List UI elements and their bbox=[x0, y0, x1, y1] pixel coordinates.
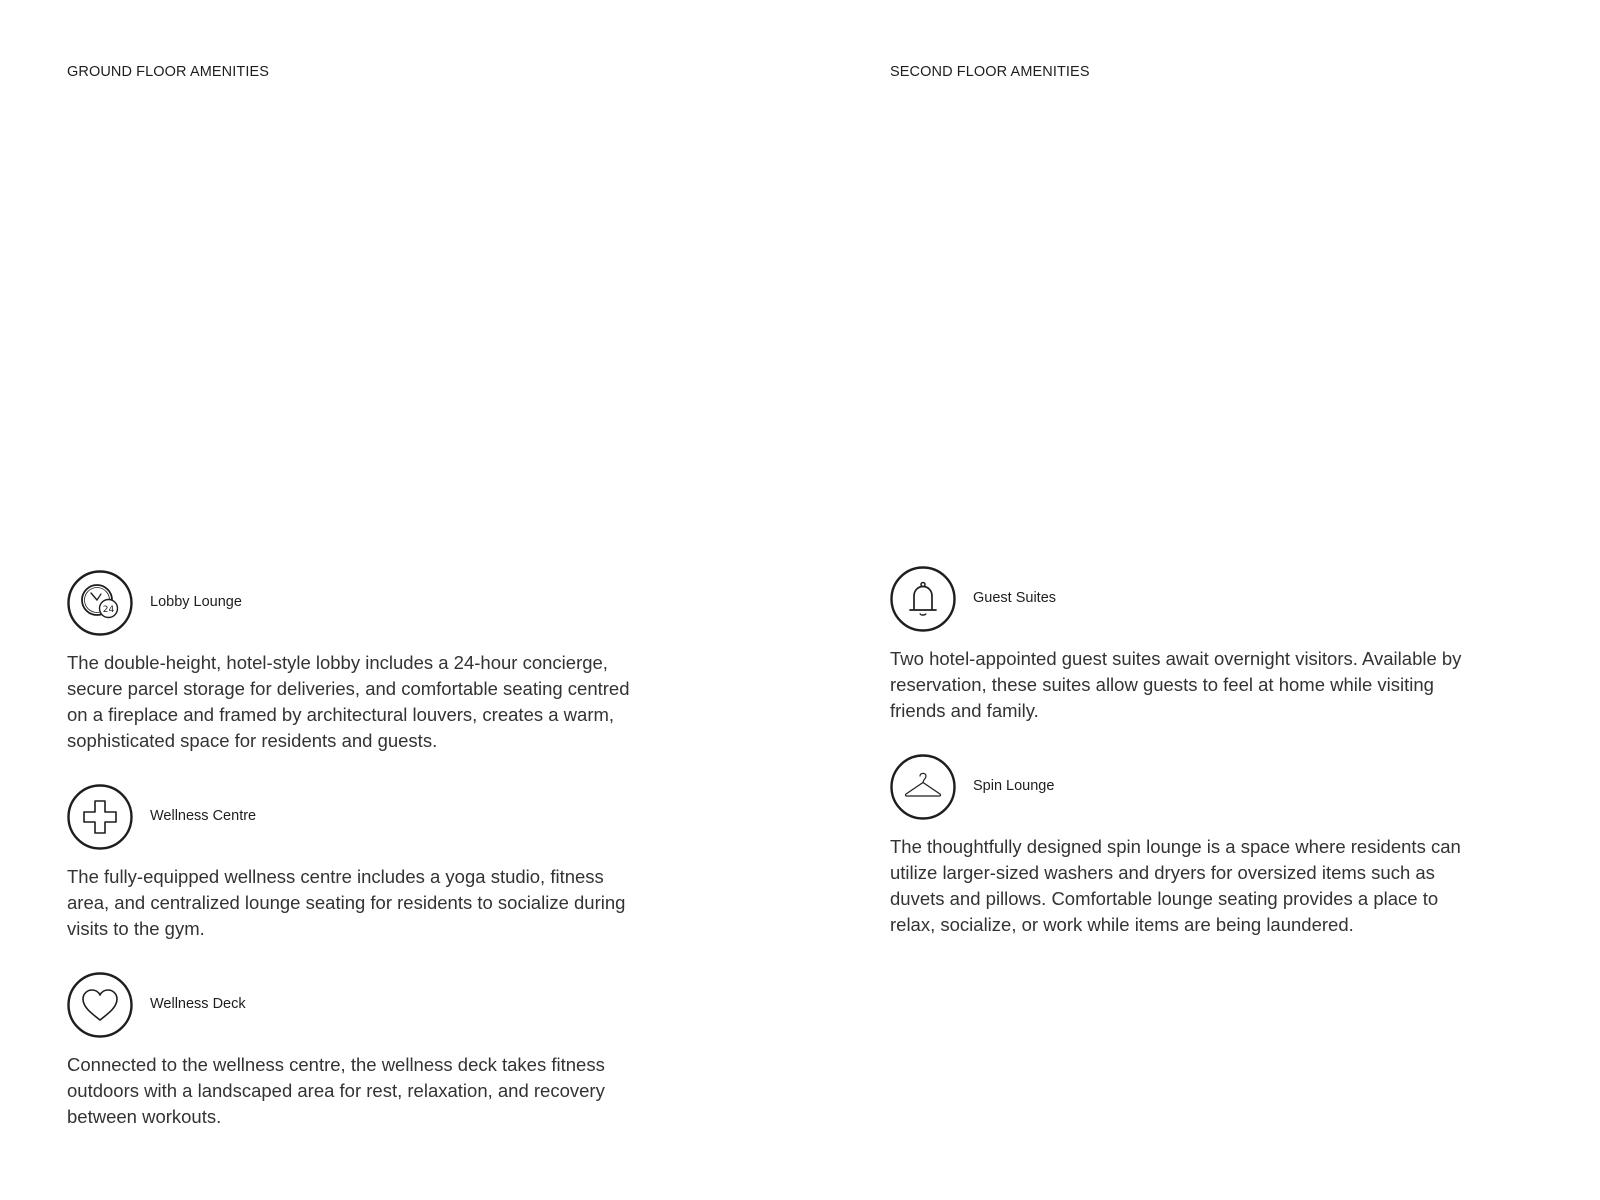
amenity-description: The double-height, hotel-style lobby includes a 24-hour concierge, secure parcel storage for deliveries, and comfortable seating centred on a fireplace and framed by architectural louvers, creates a warm, sophisticated space for residents and guests. bbox=[67, 652, 630, 751]
amenity-header bbox=[890, 754, 1490, 820]
amenity-description: The thoughtfully designed spin lounge is a space where residents can utilize larger-sized washers and dryers for oversized items such as duvets and pillows. Comfortable lounge seating provides a place to relax, socialize, or work while items are being laundered. bbox=[890, 836, 1461, 935]
amenity-lobby-lounge bbox=[67, 570, 647, 751]
bell-icon bbox=[890, 566, 956, 632]
amenity-wellness-deck bbox=[67, 972, 647, 1127]
amenity-title: Wellness Centre bbox=[150, 808, 257, 824]
amenity-title: Guest Suites bbox=[973, 590, 1057, 606]
plus-cross-icon bbox=[67, 784, 133, 850]
amenity-header bbox=[67, 570, 647, 636]
clock-24-icon bbox=[67, 570, 133, 636]
amenity-description: Two hotel-appointed guest suites await overnight visitors. Available by reservation, these suites allow guests to feel at home while visiting friends and family. bbox=[890, 648, 1462, 721]
amenity-title: Spin Lounge bbox=[973, 778, 1055, 794]
amenity-header bbox=[67, 784, 647, 850]
amenity-wellness-centre bbox=[67, 784, 647, 939]
second-floor-heading: SECOND FLOOR AMENITIES bbox=[890, 64, 1090, 80]
amenity-description: The fully-equipped wellness centre includes a yoga studio, fitness area, and centralized lounge seating for residents to socialize during visits to the gym. bbox=[67, 866, 626, 939]
amenity-description: Connected to the wellness centre, the wellness deck takes fitness outdoors with a landscaped area for rest, relaxation, and recovery between workouts. bbox=[67, 1054, 605, 1127]
amenity-title: Wellness Deck bbox=[150, 996, 246, 1012]
amenity-header bbox=[67, 972, 647, 1038]
amenity-guest-suites bbox=[890, 566, 1490, 721]
ground-floor-heading: GROUND FLOOR AMENITIES bbox=[67, 64, 269, 80]
hanger-icon bbox=[890, 754, 956, 820]
amenity-header bbox=[890, 566, 1490, 632]
amenity-title: Lobby Lounge bbox=[150, 594, 242, 610]
svg-text:24: 24 bbox=[102, 604, 115, 615]
heart-icon bbox=[67, 972, 133, 1038]
amenity-spin-lounge bbox=[890, 754, 1490, 935]
